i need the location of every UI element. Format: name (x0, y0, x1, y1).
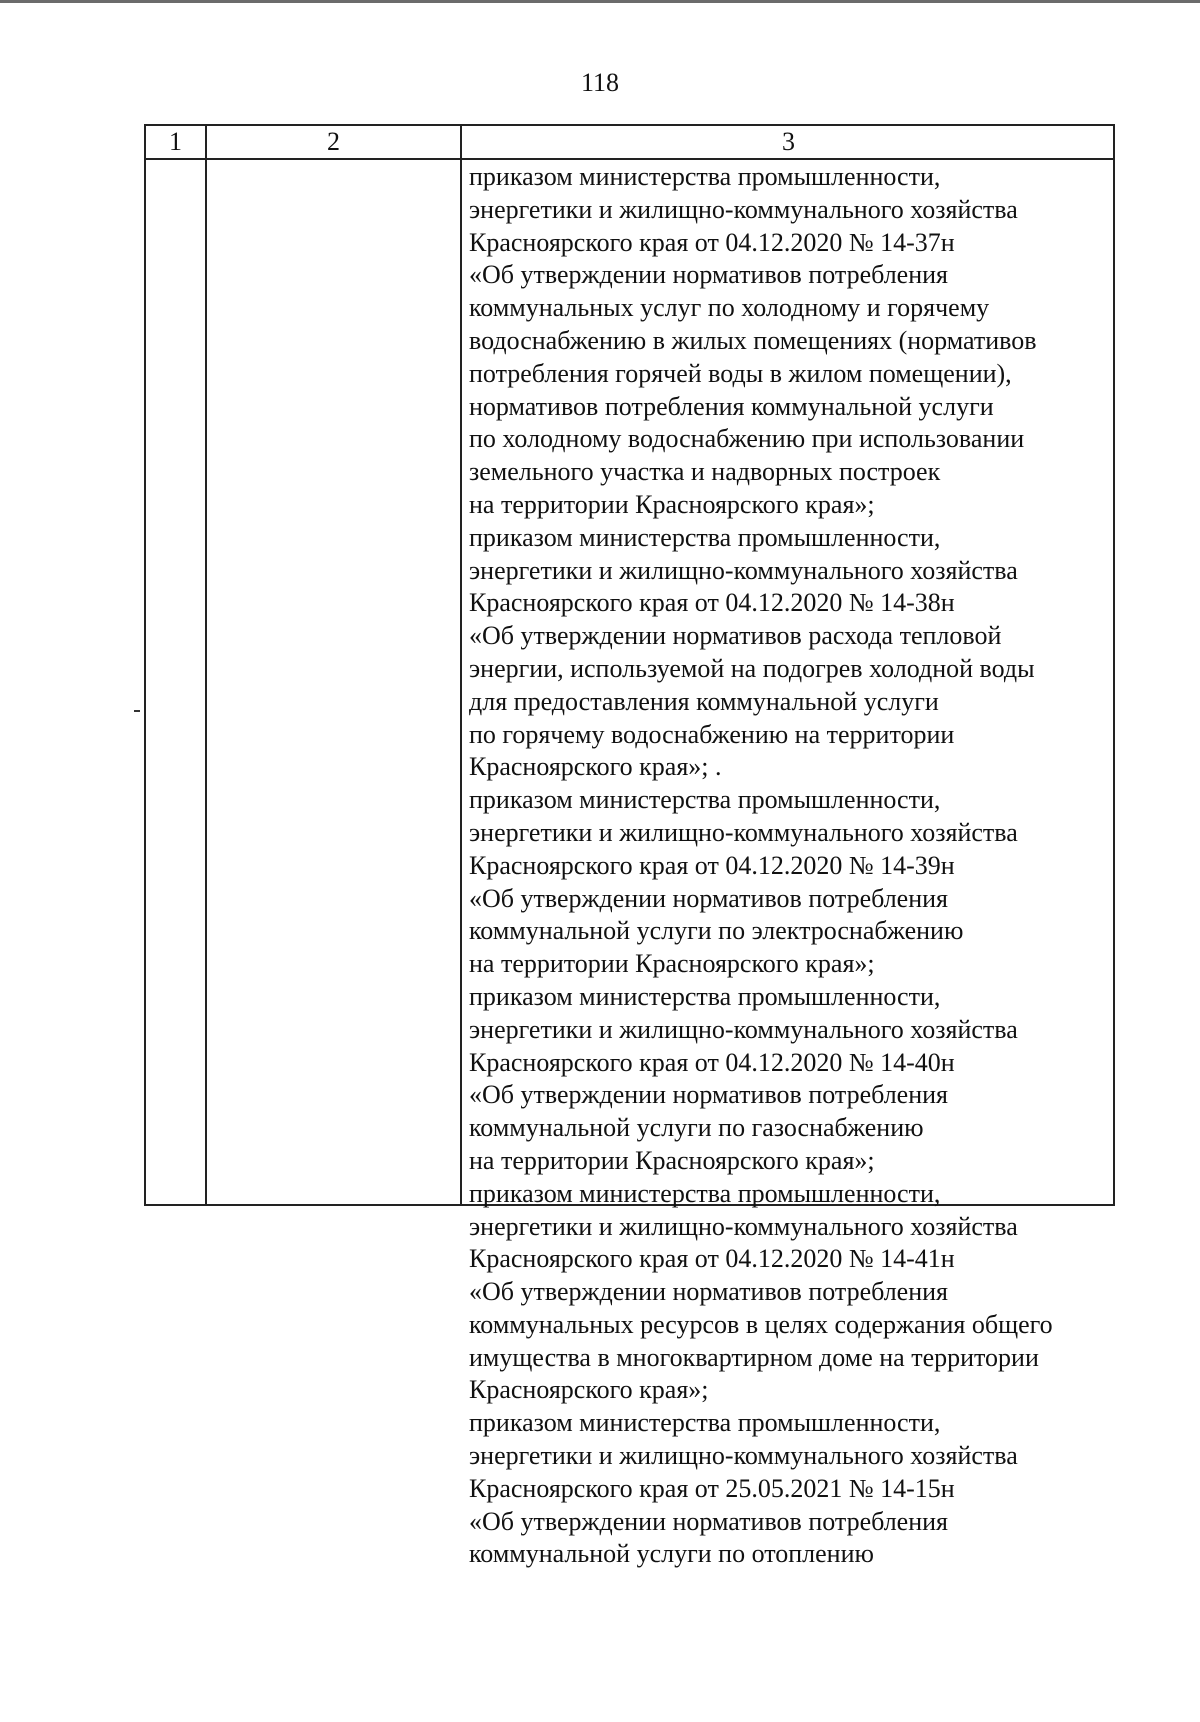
text-line: коммунальной услуги по электроснабжению (469, 916, 964, 946)
text-line: Красноярского края»; (469, 1375, 709, 1405)
text-line: энергетики и жилищно-коммунального хозяйства (469, 1014, 1018, 1044)
text-line: на территории Красноярского края»; (469, 949, 875, 979)
text-line: «Об утверждении нормативов расхода тепловой (469, 621, 1002, 651)
text-line: энергетики и жилищно-коммунального хозяйства (469, 555, 1018, 585)
column-divider-2 (460, 126, 462, 1204)
text-line: на территории Красноярского края»; (469, 1145, 875, 1175)
text-line: энергетики и жилищно-коммунального хозяйства (469, 1211, 1018, 1241)
text-line: коммунальной услуги по отоплению (469, 1539, 874, 1569)
text-line: водоснабжению в жилых помещениях (нормативов (469, 325, 1037, 355)
text-line: коммунальных услуг по холодному и горячему (469, 293, 990, 323)
text-line: по горячему водоснабжению на территории (469, 719, 955, 749)
table-header-col-3: 3 (782, 127, 795, 156)
text-line: коммунальной услуги по газоснабжению (469, 1113, 924, 1143)
text-line: приказом министерства промышленности, (469, 1408, 941, 1438)
text-line: Красноярского края от 04.12.2020 № 14-40н (469, 1047, 955, 1077)
text-line: «Об утверждении нормативов потребления (469, 1506, 948, 1536)
text-line: приказом министерства промышленности, (469, 162, 941, 191)
text-line: для предоставления коммунальной услуги (469, 686, 939, 716)
text-line: энергетики и жилищно-коммунального хозяйства (469, 194, 1018, 224)
text-line: Красноярского края от 04.12.2020 № 14-37н (469, 227, 955, 257)
text-line: приказом министерства промышленности, (469, 522, 941, 552)
table-header-col-2: 2 (327, 127, 340, 156)
text-line: Красноярского края от 04.12.2020 № 14-39н (469, 850, 955, 880)
text-line: приказом министерства промышленности, (469, 1178, 941, 1208)
text-line: Красноярского края от 04.12.2020 № 14-41н (469, 1244, 955, 1274)
text-line: Красноярского края от 25.05.2021 № 14-15н (469, 1473, 955, 1503)
text-line: приказом министерства промышленности, (469, 785, 941, 815)
text-line: Красноярского края»; . (469, 752, 722, 782)
text-line: земельного участка и надворных построек (469, 457, 941, 487)
text-line: «Об утверждении нормативов потребления (469, 260, 948, 290)
text-line: потребления горячей воды в жилом помещении), (469, 358, 1012, 388)
header-divider (146, 158, 1113, 160)
text-line: энергетики и жилищно-коммунального хозяйства (469, 1441, 1018, 1471)
text-line: приказом министерства промышленности, (469, 981, 941, 1011)
margin-mark (134, 710, 140, 712)
text-line: имущества в многоквартирном доме на территории (469, 1342, 1039, 1372)
table-header-col-1: 1 (169, 127, 182, 156)
table-cell-col-3 (469, 161, 1109, 1571)
document-table (144, 124, 1115, 1569)
scan-top-edge (0, 0, 1200, 3)
text-line: энергетики и жилищно-коммунального хозяйства (469, 817, 1018, 847)
text-line: коммунальных ресурсов в целях содержания общего (469, 1309, 1053, 1339)
page-number: 118 (580, 68, 620, 97)
text-line: «Об утверждении нормативов потребления (469, 1277, 948, 1307)
text-line: Красноярского края от 04.12.2020 № 14-38н (469, 588, 955, 618)
text-line: энергии, используемой на подогрев холодной воды (469, 653, 1035, 683)
text-line: «Об утверждении нормативов потребления (469, 883, 948, 913)
text-line: «Об утверждении нормативов потребления (469, 1080, 948, 1110)
text-line: по холодному водоснабжению при использовании (469, 424, 1025, 454)
column-divider-1 (205, 126, 207, 1204)
text-line: нормативов потребления коммунальной услуги (469, 391, 994, 421)
text-line: на территории Красноярского края»; (469, 489, 875, 519)
